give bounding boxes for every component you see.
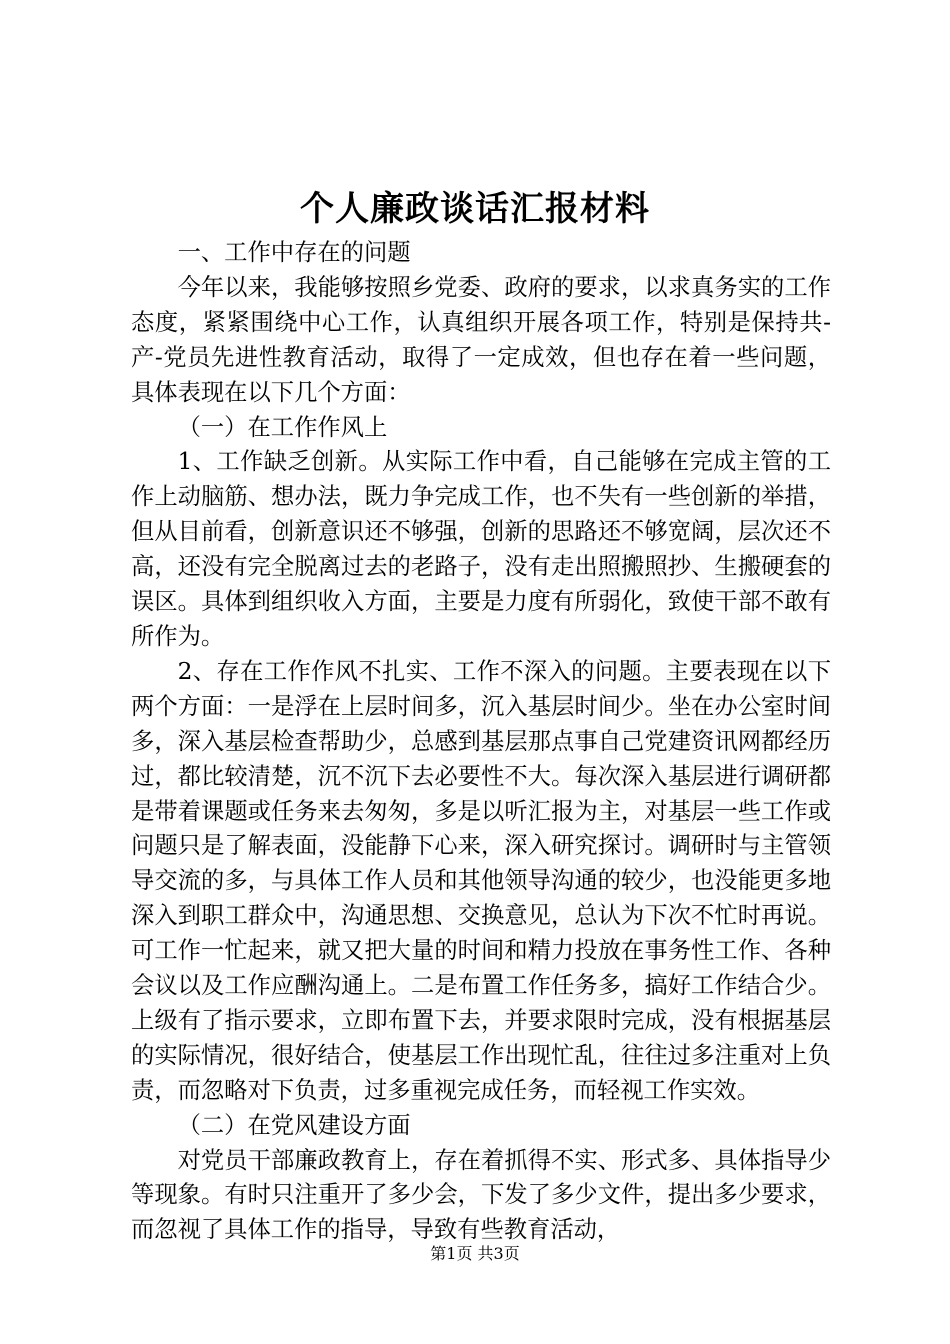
subsection-heading-work-style: （一）在工作作风上	[177, 413, 388, 441]
document-body	[131, 236, 831, 1248]
page-footer: 第1页 共3页	[430, 1244, 520, 1263]
paragraph-intro: 今年以来，我能够按照乡党委、政府的要求，以求真务实的工作态度，紧紧围绕中心工作，认真组织开展各项工作，特别是保持共-产-党员先进性教育活动，取得了一定成效，但也存在着一些问题，具体表现在以下几个方面：	[131, 273, 831, 406]
paragraph-innovation: 1、工作缺乏创新。从实际工作中看，自己能够在完成主管的工作上动脑筋、想办法，既力争完成工作，也不失有一些创新的举措，但从目前看，创新意识还不够强，创新的思路还不够宽阔，层次还不高，还没有完全脱离过去的老路子，没有走出照搬照抄、生搬硬套的误区。具体到组织收入方面，主要是力度有所弱化，致使干部不敢有所作为。	[131, 448, 831, 650]
subsection-heading-party-style: （二）在党风建设方面	[177, 1111, 411, 1139]
document-title: 个人廉政谈话汇报材料	[300, 189, 650, 229]
section-heading-problems: 一、工作中存在的问题	[177, 239, 411, 266]
paragraph-party-style: 对党员干部廉政教育上，存在着抓得不实、形式多、具体指导少等现象。有时只注重开了多少会，下发了多少文件，提出多少要求，而忽视了具体工作的指导，导致有些教育活动，	[131, 1146, 831, 1244]
paragraph-work-style: 2、存在工作作风不扎实、工作不深入的问题。主要表现在以下两个方面：一是浮在上层时间多，沉入基层时间少。坐在办公室时间多，深入基层检查帮助少，总感到基层那点事自己党建资讯网都经历过，都比较清楚，沉不沉下去必要性不大。每次深入基层进行调研都是带着课题或任务来去匆匆，多是以听汇报为主，对基层一些工作或问题只是了解表面，没能静下心来，深入研究探讨。调研时与主管领导交流的多，与具体工作人员和其他领导沟通的较少，也没能更多地深入到职工群众中，沟通思想、交换意见，总认为下次不忙时再说。可工作一忙起来，就又把大量的时间和精力投放在事务性工作、各种会议以及工作应酬沟通上。二是布置工作任务多，搞好工作结合少。上级有了指示要求，立即布置下去，并要求限时完成，没有根据基层的实际情况，很好结合，使基层工作出现忙乱，往往过多注重对上负责，而忽略对下负责，过多重视完成任务，而轻视工作实效。	[131, 657, 831, 1104]
